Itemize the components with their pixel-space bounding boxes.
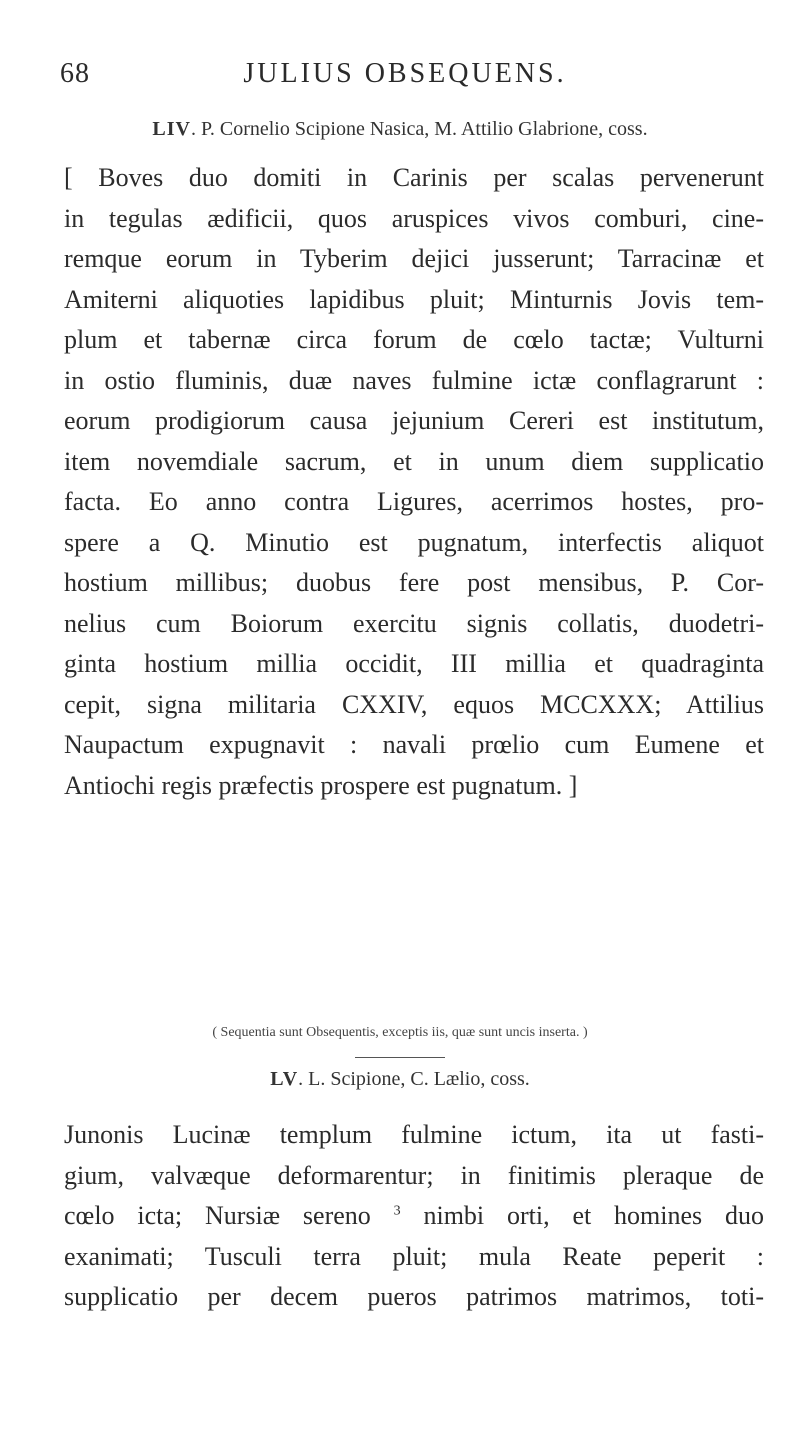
text-line: supplicatio per decem pueros patrimos matrimos, toti- bbox=[64, 1282, 764, 1311]
text-line: Antiochi regis præfectis prospere est pugnatum. ] bbox=[64, 770, 578, 800]
text-line: spere a Q. Minutio est pugnatum, interfectis aliquot bbox=[64, 527, 764, 557]
footnote-mark: 3 bbox=[393, 1203, 401, 1219]
text-line: in tegulas ædificii, quos aruspices vivos comburi, cine- bbox=[64, 203, 764, 233]
text-line: in ostio fluminis, duæ naves fulmine ictæ conflagrarunt : bbox=[64, 365, 764, 395]
text-line: nelius cum Boiorum exercitu signis collatis, duodetri- bbox=[64, 608, 764, 638]
running-head bbox=[60, 58, 750, 98]
text-line: Amiterni aliquoties lapidibus pluit; Minturnis Jovis tem- bbox=[64, 284, 764, 314]
text-line: cepit, signa militaria CXXIV, equos MCCXXX; Attilius bbox=[64, 689, 764, 719]
text-line: remque eorum in Tyberim dejici jusserunt; Tarracinæ et bbox=[64, 244, 764, 273]
text-line: Junonis Lucinæ templum fulmine ictum, ita ut fasti- bbox=[64, 1120, 764, 1149]
section-heading-liv bbox=[40, 118, 760, 141]
text-line: gium, valvæque deformarentur; in finitimis pleraque de bbox=[64, 1160, 764, 1190]
page-number: 68 bbox=[60, 58, 90, 89]
text-line bbox=[64, 1196, 764, 1237]
text-line: [ Boves duo domiti in Carinis per scalas pervenerunt bbox=[64, 163, 764, 192]
text-fragment: nimbi orti, et homines duo bbox=[400, 1201, 764, 1230]
section-body-lv bbox=[64, 1115, 764, 1318]
text-fragment: cœlo icta; Nursiæ sereno bbox=[64, 1201, 394, 1230]
section-heading-lv bbox=[40, 1068, 760, 1091]
text-line: plum et tabernæ circa forum de cœlo tactæ; Vulturni bbox=[64, 325, 764, 354]
running-title: JULIUS OBSEQUENS. bbox=[243, 58, 567, 89]
text-line: hostium millibus; duobus fere post mensibus, P. Cor- bbox=[64, 568, 764, 597]
text-line: Naupactum expugnavit : navali prœlio cum Eumene et bbox=[64, 730, 764, 759]
text-line: exanimati; Tusculi terra pluit; mula Reate peperit : bbox=[64, 1241, 764, 1271]
editorial-note: ( Sequentia sunt Obsequentis, exceptis iis, quæ sunt uncis inserta. ) bbox=[212, 1025, 588, 1040]
text-line: eorum prodigiorum causa jejunium Cereri est institutum, bbox=[64, 406, 764, 435]
section-number: LIV bbox=[152, 118, 191, 140]
text-line: item novemdiale sacrum, et in unum diem supplicatio bbox=[64, 446, 764, 476]
section-consuls: . P. Cornelio Scipione Nasica, M. Attilio Glabrione, coss. bbox=[190, 118, 648, 140]
text-line: ginta hostium millia occidit, III millia et quadraginta bbox=[64, 649, 764, 678]
section-number: LV bbox=[270, 1068, 299, 1090]
section-body-liv bbox=[64, 158, 764, 806]
section-consuls: . L. Scipione, C. Lælio, coss. bbox=[298, 1068, 530, 1090]
text-line: facta. Eo anno contra Ligures, acerrimos hostes, pro- bbox=[64, 487, 764, 516]
section-divider bbox=[355, 1057, 445, 1058]
